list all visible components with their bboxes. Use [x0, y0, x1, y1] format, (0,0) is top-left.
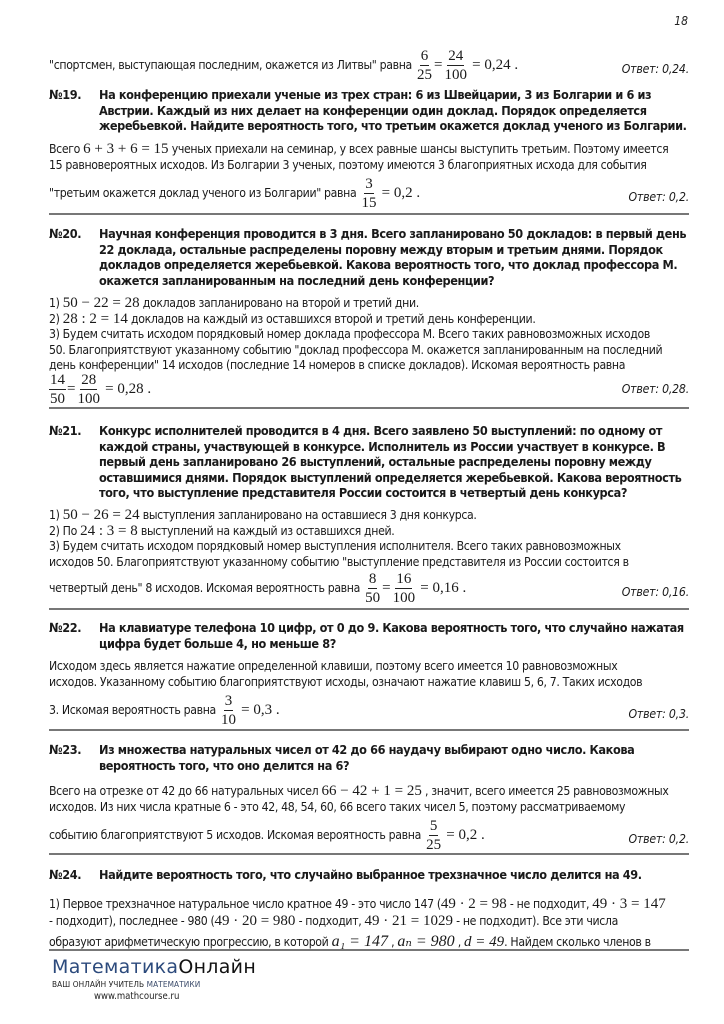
solution-text: образуют арифметическую прогрессию, в которой	[49, 935, 329, 949]
section-divider	[49, 729, 689, 731]
solution-text: ученых приехали на семинар, у всех равные шансы выступить третьим. Поэтому имеется	[171, 142, 669, 156]
logo-part-math: Математика	[52, 956, 179, 978]
result: = 0,2 .	[381, 185, 421, 201]
solution-24: 1) Первое трехзначное натуральное число кратное 49 - это число 147 (49 · 2 = 98 - не подходит, 49 · 3 = 147 - подходит), последнее - 980 (49 · 20 = 980 - подходит, 49 · 21 = 1029 - не подходит). Все эти числа образуют арифметическую прогрессию, в которой a₁ = 147 , aₙ = 980 , d = 49. Найдем сколько членов в	[49, 896, 666, 950]
solution-text: - подходит), последнее - 980 (	[49, 914, 215, 928]
solution-text: 50. Благоприятствуют указанному событию "доклад профессора М. окажется запланированным на последний	[49, 342, 663, 357]
answer: Ответ: 0,3.	[628, 707, 689, 721]
problem-22	[49, 620, 689, 651]
step-number: 1)	[49, 508, 60, 522]
problem-23	[49, 742, 689, 773]
numerator: 24	[448, 48, 464, 64]
solution-text: выступлений на каждый из оставшихся дней.	[140, 523, 395, 538]
result: = 0,2 .	[446, 827, 485, 843]
problem-number: №23.	[49, 742, 82, 757]
fraction	[425, 818, 442, 853]
answer: Ответ: 0,2.	[628, 832, 689, 846]
solution-text: , значит, всего имеется 25 равновозможных	[425, 784, 669, 798]
fraction	[76, 372, 101, 407]
fraction	[49, 372, 66, 407]
math-expression: 28 : 2 = 14	[62, 310, 128, 327]
solution-text: - не подходит,	[509, 897, 590, 911]
page-number: 18	[674, 14, 688, 28]
solution-text: "спортсмен, выступающая последним, окажется из Литвы" равна	[49, 58, 412, 72]
numerator: 5	[429, 818, 438, 834]
solution-19-result	[49, 176, 689, 211]
result: = 0,28 .	[105, 381, 152, 397]
problem-20	[49, 226, 689, 288]
fraction	[416, 48, 433, 83]
solution-21	[49, 508, 689, 570]
math-expression: 49 · 21 = 1029	[364, 913, 453, 929]
solution-text: 3) Будем считать исходом порядковый номер доклада профессора М. Всего таких равновозможных исходов	[49, 327, 650, 341]
solution-text: 15 равновероятных исходов. Из Болгарии 3 ученых, поэтому имеются 3 благоприятных исхода для события	[49, 157, 647, 172]
solution-text: - подходит,	[298, 914, 362, 928]
tagline-text: МАТЕМАТИКИ	[146, 979, 201, 989]
denominator: 100	[392, 590, 416, 606]
solution-text: - не подходит). Все эти числа	[456, 914, 618, 928]
solution-text: . Найдем сколько членов в	[504, 935, 651, 949]
numerator: 3	[365, 176, 373, 192]
math-expression: 49 · 20 = 980	[214, 913, 296, 929]
problem-question: Научная конференция проводится в 3 дня. Всего запланировано 50 докладов: в первый день 22 доклада, остальные распределены поровну между вторым и третьим днями. Порядок докладов определяется жеребьевкой. Какова вероятность того, что доклад профессора М. окажется запланированным на последний день конференции?	[99, 226, 687, 288]
solution-19	[49, 142, 689, 173]
math-expression: a₁ = 147	[331, 933, 388, 950]
answer: Ответ: 0,2.	[628, 190, 689, 204]
problem-21	[49, 423, 689, 501]
math-expression: 49 · 2 = 98	[440, 896, 507, 912]
solution-text: докладов запланировано на второй и третий дни.	[142, 296, 419, 310]
solution-text: исходов. Указанному событию благоприятствуют исходы, означают нажатие клавиш 5, 6, 7. Таких исходов	[49, 674, 643, 689]
solution-text: Всего на отрезке от 42 до 66 натуральных чисел	[49, 784, 319, 798]
problem-number: №19.	[49, 87, 82, 102]
answer: Ответ: 0,28.	[621, 382, 689, 396]
answer: Ответ: 0,16.	[621, 585, 689, 599]
problem-24	[49, 867, 689, 883]
math-expression: aₙ = 980	[397, 933, 455, 950]
denominator: 50	[365, 590, 381, 606]
numerator: 8	[368, 571, 377, 587]
math-expression: d = 49	[464, 934, 505, 950]
problem-number: №22.	[49, 620, 82, 635]
fraction	[220, 693, 237, 728]
step-number: 2)	[49, 311, 60, 326]
math-expression: 50 − 22 = 28	[62, 295, 140, 311]
problem-question: На конференцию приехали ученые из трех стран: 6 из Швейцарии, 3 из Болгарии и 6 из Австрии. Каждый из них делает на конференции один доклад. Порядок определяется жеребьевкой. Найдите вероятность того, что третьим окажется доклад ученого из Болгарии.	[99, 87, 687, 134]
numerator: 16	[396, 571, 412, 587]
result: = 0,16 .	[420, 580, 467, 596]
solution-text: выступления запланировано на оставшиеся 3 дня конкурса.	[142, 508, 477, 522]
section-divider	[49, 213, 689, 215]
math-expression: 50 − 26 = 24	[62, 507, 140, 523]
solution-text: событию благоприятствуют 5 исходов. Искомая вероятность равна	[49, 828, 421, 842]
solution-text: докладов на каждый из оставшихся второй и третий день конференции.	[130, 311, 536, 326]
problem-question: Найдите вероятность того, что случайно выбранное трехзначное число делится на 49.	[99, 867, 642, 882]
section-divider	[49, 853, 689, 855]
solution-text: 3. Искомая вероятность равна	[49, 703, 216, 717]
denominator: 100	[77, 391, 100, 407]
answer: Ответ: 0,24.	[621, 62, 689, 76]
denominator: 25	[417, 67, 433, 83]
solution-text: исходов 50. Благоприятствуют указанному событию "выступление представителя из России состоится в	[49, 554, 629, 569]
prev-solution-end: "спортсмен, выступающая последним, окажется из Литвы" равна $\frac{6}{25}$ = $\frac{24}{100}$ = 0,24 . Ответ: 0,24.	[49, 48, 689, 83]
section-divider	[49, 608, 689, 610]
footer-logo[interactable]	[52, 956, 256, 1002]
fraction	[360, 176, 377, 211]
section-divider	[49, 407, 689, 409]
fraction	[364, 571, 381, 606]
math-expression: 6 + 3 + 6 = 15	[83, 141, 169, 157]
numerator: 6	[420, 48, 429, 64]
problem-question: Из множества натуральных чисел от 42 до 66 наудачу выбирают одно число. Какова вероятность того, что оно делится на 6?	[99, 742, 635, 773]
math-expression: 66 − 42 + 1 = 25	[321, 783, 422, 799]
problem-number: №21.	[49, 423, 82, 438]
denominator: 15	[361, 195, 377, 211]
solution-text: "третьим окажется доклад ученого из Болгарии" равна	[49, 186, 357, 200]
solution-text: 3) Будем считать исходом порядковый номер выступления исполнителя. Всего таких равновозможных	[49, 539, 621, 553]
site-url-link[interactable]: www.mathcourse.ru	[94, 991, 180, 1002]
solution-22	[49, 659, 689, 690]
solution-22-result	[49, 693, 689, 728]
footer-divider	[49, 949, 689, 951]
solution-text: четвертый день" 8 исходов. Искомая вероятность равна	[49, 581, 360, 595]
solution-text: Исходом здесь является нажатие определенной клавиши, поэтому всего имеется 10 равновозможных	[49, 659, 618, 673]
solution-20-result: $\frac{14}{50}$ = $\frac{28}{100}$ = 0,28 . Ответ: 0,28.	[50, 372, 689, 407]
fraction	[444, 48, 469, 83]
numerator: 28	[81, 372, 97, 388]
result: = 0,24 .	[472, 57, 519, 73]
math-expression: 49 · 3 = 147	[592, 896, 666, 912]
numerator: 3	[224, 693, 233, 709]
solution-23	[49, 784, 689, 815]
fraction	[392, 571, 417, 606]
problem-question: На клавиатуре телефона 10 цифр, от 0 до 9. Какова вероятность того, что случайно нажатая цифра будет больше 4, но меньше 8?	[99, 620, 684, 651]
solution-text: 1) Первое трехзначное натуральное число кратное 49 - это число 147 (	[49, 897, 441, 911]
solution-20	[49, 296, 689, 374]
denominator: 100	[444, 67, 468, 83]
result: = 0,3 .	[241, 702, 280, 718]
logo-tagline	[52, 979, 256, 989]
problem-question: Конкурс исполнителей проводится в 4 дня. Всего заявлено 50 выступлений: по одному от каждой страны, участвующей в конкурсе. Исполнитель из России участвует в конкурсе. В первый день запланировано 26 выступлений, остальные распределены поровну между оставшимися днями. Порядок выступлений определяется жеребьевкой. Какова вероятность того, что выступление представителя России состоится в четвертый день конкурса?	[99, 423, 682, 501]
denominator: 10	[221, 712, 237, 728]
problem-number: №24.	[49, 867, 82, 882]
solution-text: день конференции" 14 исходов (последние 14 номеров в списке докладов). Искомая вероятность равна	[49, 358, 626, 372]
math-expression: 24 : 3 = 8	[80, 522, 138, 539]
solution-21-result: четвертый день" 8 исходов. Искомая вероятность равна $\frac{8}{50}$ = $\frac{16}{100}$ = 0,16 . Ответ: 0,16.	[49, 571, 689, 606]
denominator: 50	[50, 391, 65, 407]
tagline-text: ВАШ ОНЛАЙН УЧИТЕЛЬ	[52, 979, 147, 989]
solution-23-result	[49, 818, 689, 853]
step-number: 1)	[49, 296, 60, 310]
numerator: 14	[50, 372, 65, 388]
solution-text: исходов. Из них числа кратные 6 - это 42, 48, 54, 60, 66 всего таких чисел 5, поэтому рассматриваемому	[49, 799, 626, 814]
denominator: 25	[426, 837, 442, 853]
step-number: 2) По	[49, 523, 77, 538]
solution-text: Всего	[49, 142, 81, 156]
problem-19	[49, 87, 689, 134]
logo-part-online: Онлайн	[178, 956, 257, 978]
logo-title	[52, 956, 256, 978]
problem-number: №20.	[49, 226, 82, 241]
